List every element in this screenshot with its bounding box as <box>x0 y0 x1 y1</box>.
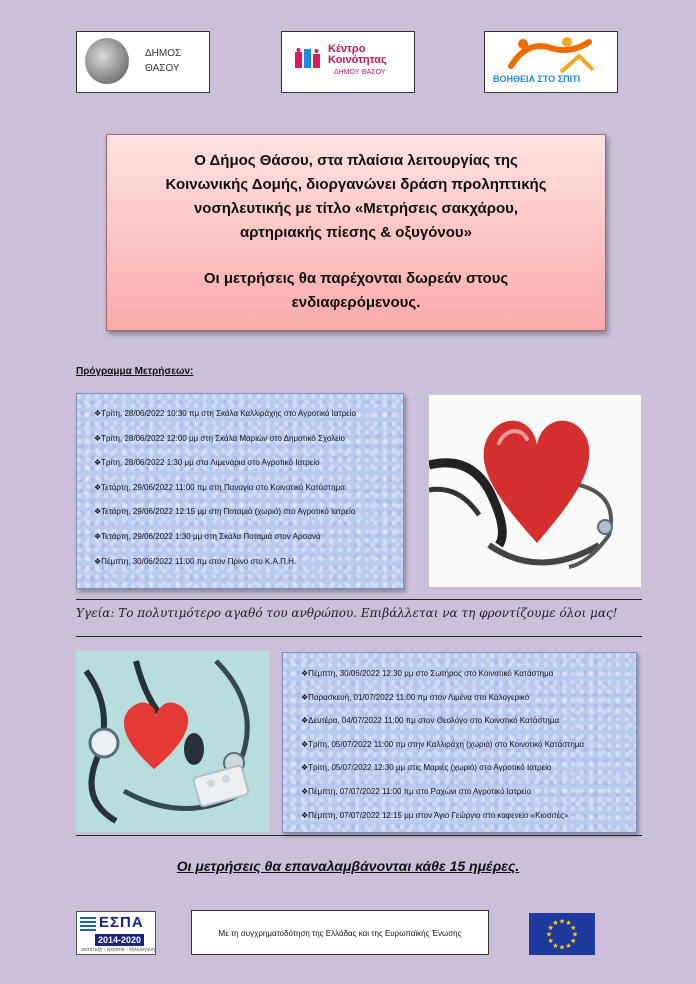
eu-star-icon: ★ <box>558 944 566 952</box>
dimos-thasou-logo <box>76 31 210 93</box>
schedule-item: ❖Πέμπτη, 30/06/2022 11:00 πμ στον Πρίνο στο Κ.Α.Π.Η. <box>94 556 297 566</box>
eu-star-icon: ★ <box>558 918 566 926</box>
headline-box <box>106 134 606 331</box>
kentro-logo-sub: ΔΗΜΟΥ ΘΑΣΟΥ <box>334 69 386 76</box>
espa-subtitle: ανάπτυξη - εργασία - αλληλεγγύη <box>81 947 155 953</box>
kentro-people-icon <box>294 48 330 70</box>
blood-pressure-photo <box>76 651 270 832</box>
schedule-item: ❖Τρίτη, 28/06/2022 12:00 μμ στη Σκάλα Μαριών στο Δημοτικό Σχολείο <box>94 433 345 443</box>
eu-flag <box>529 913 595 955</box>
eu-star-icon: ★ <box>552 920 559 928</box>
repeat-note: Οι μετρήσεις θα επαναλαμβάνονται κάθε 15 ημέρες. <box>176 858 520 874</box>
voitheia-logo-text: ΒΟΗΘΕΙΑ ΣΤΟ ΣΠΙΤΙ <box>493 74 581 84</box>
dimos-logo-place: ΘΑΣΟΥ <box>145 63 180 74</box>
voitheia-sto-spiti-logo <box>484 31 618 93</box>
schedule-item: ❖Παρασκευή, 01/07/2022 11:00 πμ στον Λιμένα στο Καλογερικό <box>301 692 530 702</box>
eu-star-icon: ★ <box>571 931 579 939</box>
schedule-item: ❖Τρίτη, 28/06/2022 1:30 μμ στα Λιμενάρια στο Αγροτικό Ιατρείο <box>94 458 320 468</box>
eu-star-icon: ★ <box>565 920 572 928</box>
eu-stars-icon <box>529 913 595 955</box>
schedule-item: ❖Τρίτη, 05/07/2022 12:30 μμ στις Μαριές (χωριό) στο Αγροτικό Ιατρείο <box>301 763 552 773</box>
blood-pressure-kit-icon <box>76 651 270 832</box>
kentro-koinotitas-logo <box>281 31 415 93</box>
helping-figures-icon <box>505 36 597 74</box>
free-line-2: ενδιαφερόμενους. <box>291 294 421 311</box>
cofunding-notice: Με τη συγχρηματοδότηση της Ελλάδας και της Ευρωπαϊκής Ένωσης <box>191 910 489 955</box>
divider-bottom <box>76 835 642 836</box>
schedule-box-1 <box>76 393 404 589</box>
schedule-item: ❖Τρίτη, 05/07/2022 11:00 πμ στην Καλλιράχη (χωριό) στο Κοινοτικό Κατάστημα <box>301 739 585 749</box>
schedule-item: ❖Δευτέρα, 04/07/2022 11:00 πμ στον Θεολόγο στο Κοινοτικό Κατάστημα <box>301 716 560 726</box>
eu-star-icon: ★ <box>545 931 553 939</box>
headline-line-4: αρτηριακής πίεσης & οξυγόνου» <box>240 224 472 241</box>
eu-star-icon: ★ <box>570 938 577 945</box>
eu-star-icon: ★ <box>570 925 577 932</box>
heart-stethoscope-icon <box>429 395 641 587</box>
kentro-logo-line2: Κοινότητας <box>328 54 387 66</box>
dimos-logo-text <box>145 46 181 76</box>
eu-star-icon: ★ <box>552 942 559 950</box>
espa-logo <box>76 911 156 955</box>
dimos-logo-name: ΔΗΜΟΣ <box>145 48 182 59</box>
headline-line-1: Ο Δήμος Θάσου, στα πλαίσια λειτουργίας της <box>194 152 518 169</box>
eu-star-icon: ★ <box>565 942 572 950</box>
headline-line-3: νοσηλευτικής με τίτλο «Μετρήσεις σακχάρου, <box>193 200 519 217</box>
heart-stethoscope-photo <box>429 395 641 587</box>
schedule-item: ❖Τετάρτη, 29/06/2022 11:00 πμ στη Παναγία στο Κοινοτικό Κατάστημα <box>94 482 345 492</box>
schedule-item: ❖Πέμπτη, 07/07/2022 12:15 μμ στον Άγιο Γεώργιο στο καφενείο «Κιοσσές» <box>301 810 569 820</box>
kentro-logo-text <box>328 44 387 66</box>
espa-years: 2014-2020 <box>95 934 144 946</box>
schedule-box-2 <box>282 652 637 833</box>
program-title: Πρόγραμμα Μετρήσεων: <box>76 366 194 377</box>
headline-line-2: Κοινωνικής Δομής, διοργανώνει δράση προληπτικής <box>165 176 547 193</box>
divider-top <box>76 599 642 600</box>
kentro-logo-line1: Κέντρο <box>328 43 366 55</box>
schedule-item: ❖Τετάρτη, 29/06/2022 12:15 μμ στη Ποταμιά (χωριό) στο Αγροτικό Ιατρείο <box>94 507 356 517</box>
health-motto: Υγεία: Το πολυτιμότερο αγαθό του ανθρώπου. Επιβάλλεται να τη φροντίζουμε όλοι μας! <box>76 606 618 620</box>
espa-title: ΕΣΠΑ <box>99 914 144 931</box>
coin-emblem-icon <box>85 38 129 84</box>
divider-middle <box>76 636 642 637</box>
schedule-item: ❖Πέμπτη, 30/06/2022 12:30 μμ στο Σωτήρος στο Κοινοτικό Κατάστημα <box>301 669 554 678</box>
eu-star-icon: ★ <box>547 938 554 945</box>
schedule-item: ❖Πέμπτη, 07/07/2022 11:00 πμ στο Ραχώνι στο Αγροτικό Ιατρείο <box>301 786 531 796</box>
free-line-1: Οι μετρήσεις θα παρέχονται δωρεάν στους <box>203 270 509 287</box>
schedule-item: ❖Τετάρτη, 29/06/2022 1:30 μμ στη Σκάλα Ποταμιά στον Αρσανά <box>94 531 321 541</box>
schedule-item: ❖Τρίτη, 28/06/2022 10:30 πμ στη Σκάλα Καλλιράχης στο Αγροτικό Ιατρείο <box>94 409 356 418</box>
greek-flag-icon <box>80 917 96 931</box>
eu-star-icon: ★ <box>547 925 554 932</box>
